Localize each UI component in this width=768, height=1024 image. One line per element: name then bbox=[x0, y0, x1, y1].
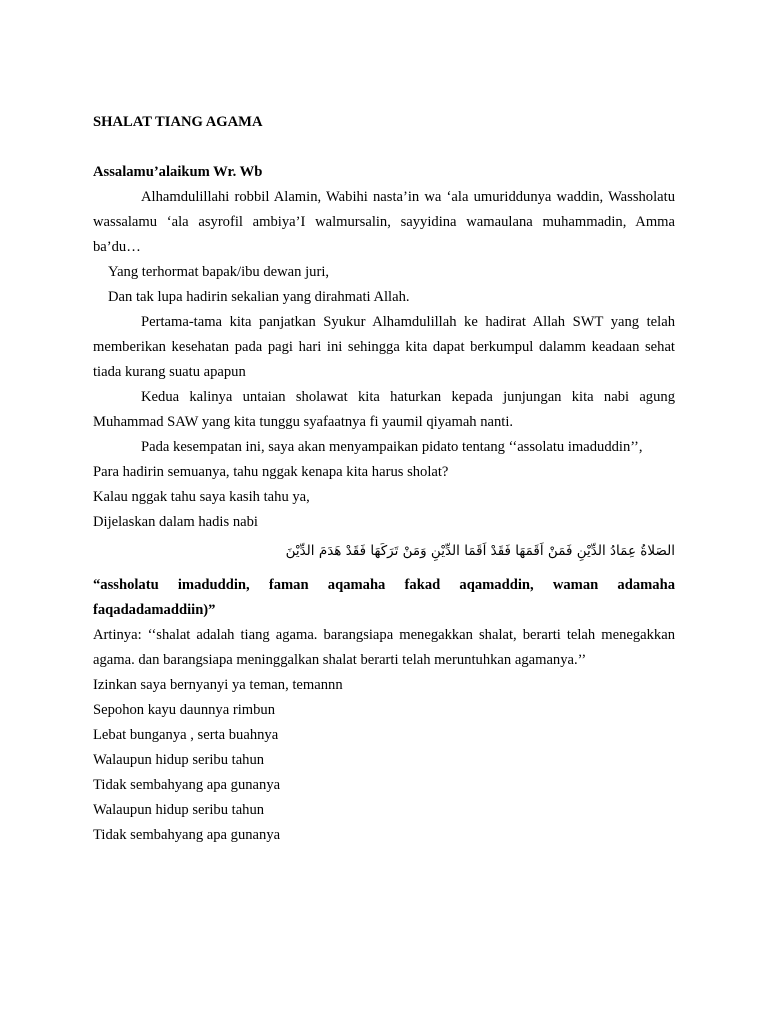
greeting: Assalamu’alaikum Wr. Wb bbox=[93, 164, 263, 180]
text-line-2: Kalau nggak tahu saya kasih tahu ya, bbox=[93, 489, 310, 505]
opening-paragraph: Alhamdulillahi robbil Alamin, Wabihi nasta’in wa ‘ala umuriddunya waddin, Wassholatu wassalamu ‘ala asyrofil ambiya’I walmursalin, sayyidina wamaulana muhammadin, Amma ba’du… bbox=[93, 189, 675, 255]
text-line-3: Dijelaskan dalam hadis nabi bbox=[93, 514, 258, 530]
paragraph-2: Kedua kalinya untaian sholawat kita haturkan kepada junjungan kita nabi agung Muhammad SAW yang kita tunggu syafaatnya fi yaumil qiyamah nanti. bbox=[93, 389, 675, 430]
document-title: SHALAT TIANG AGAMA bbox=[93, 114, 263, 130]
document-page bbox=[93, 110, 675, 848]
hadith-arabic: الصَلاةُ عِمَادُ الدِّيْنِ فَمَنْ اَقَمَهَا فَقَدْ اَقَمَا الدِّيْنِ وَمَنْ تَرَكَهَا فَقَدْ هَدَمَ الدِّيْنَ bbox=[285, 543, 675, 559]
text-line-1: Para hadirin semuanya, tahu nggak kenapa kita harus sholat? bbox=[93, 464, 449, 480]
hadith-latin: “assholatu imaduddin, faman aqamaha fakad aqamaddin, waman adamaha faqadadamaddiin)” bbox=[93, 577, 675, 618]
hadith-meaning: Artinya: ‘‘shalat adalah tiang agama. barangsiapa menegakkan shalat, berarti telah menegakkan agama. dan barangsiapa meninggalkan shalat berarti telah meruntuhkan agamanya.’’ bbox=[93, 627, 675, 668]
spacer bbox=[93, 135, 675, 160]
paragraph-3: Pada kesempatan ini, saya akan menyampaikan pidato tentang ‘‘assolatu imaduddin’’, bbox=[141, 439, 643, 455]
address-line-2: Dan tak lupa hadirin sekalian yang dirahmati Allah. bbox=[108, 289, 410, 305]
song-line: Tidak sembahyang apa gunanya bbox=[93, 777, 281, 793]
song-intro: Izinkan saya bernyanyi ya teman, temannn bbox=[93, 677, 343, 693]
paragraph-1: Pertama-tama kita panjatkan Syukur Alhamdulillah ke hadirat Allah SWT yang telah memberikan kesehatan pada pagi hari ini sehingga kita dapat berkumpul dalamm keadaan sehat tiada kurang suatu apapun bbox=[93, 314, 675, 380]
address-line-1: Yang terhormat bapak/ibu dewan juri, bbox=[108, 264, 330, 280]
song-line: Tidak sembahyang apa gunanya bbox=[93, 827, 281, 843]
song-line: Sepohon kayu daunnya rimbun bbox=[93, 702, 275, 718]
song-line: Walaupun hidup seribu tahun bbox=[93, 802, 265, 818]
song-line: Walaupun hidup seribu tahun bbox=[93, 752, 265, 768]
song-line: Lebat bunganya , serta buahnya bbox=[93, 727, 279, 743]
